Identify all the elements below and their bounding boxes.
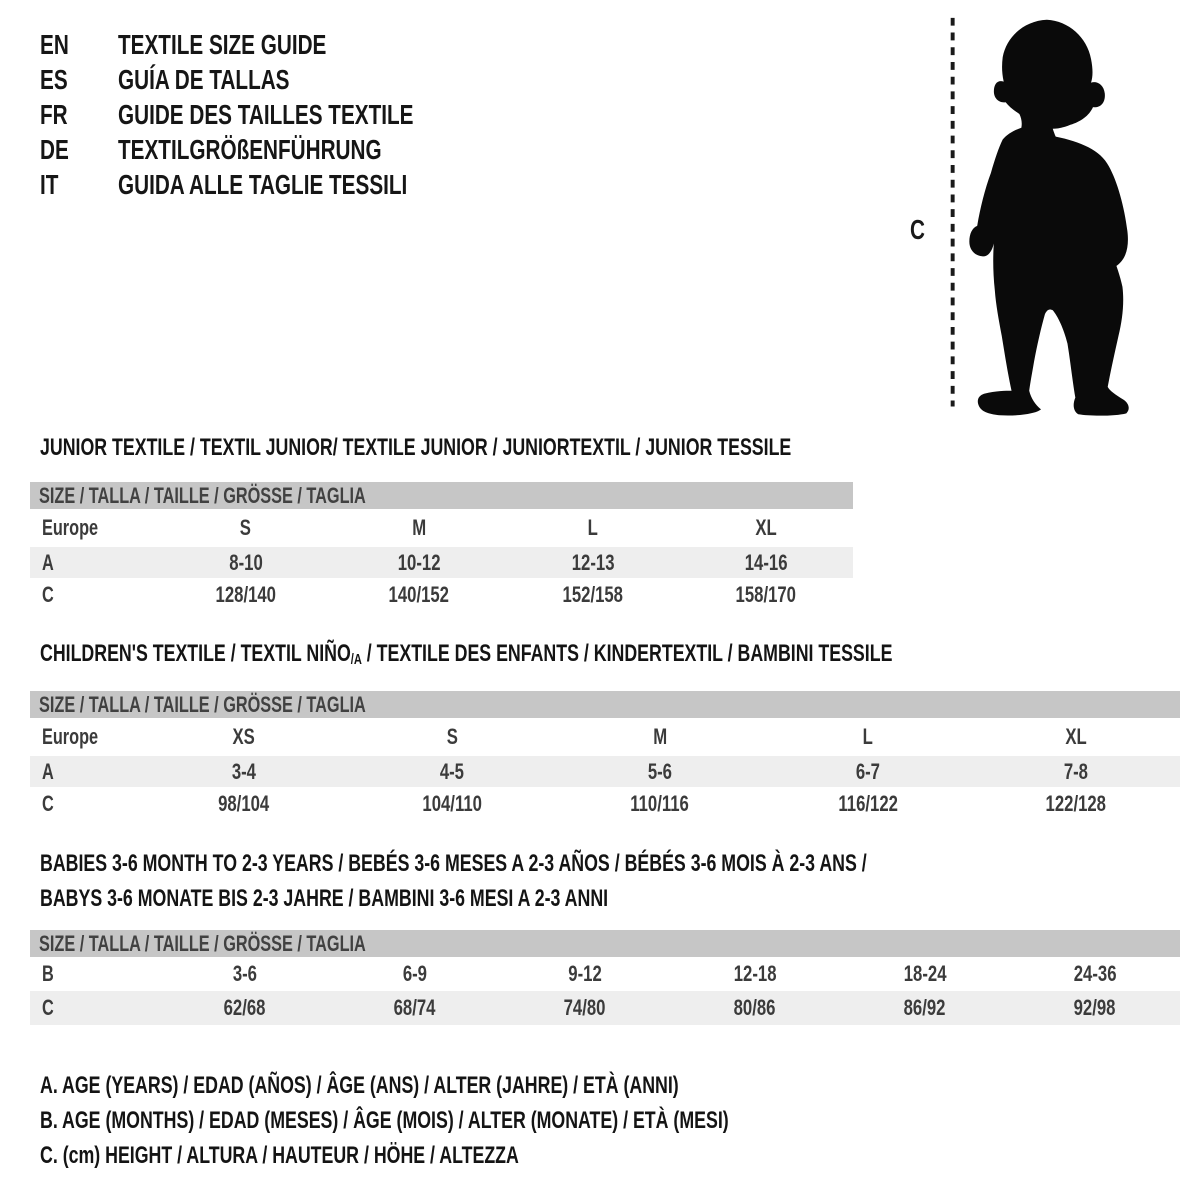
size-cell: L: [862, 724, 874, 749]
table-row-age: [30, 756, 1180, 787]
size-header-bar: SIZE / TALLA / TAILLE / GRÖSSE / TAGLIA: [30, 482, 853, 509]
months-cell: 9-12: [568, 961, 602, 986]
children-size-table: [30, 691, 1180, 821]
toddler-silhouette: [969, 20, 1128, 416]
size-cell: XL: [755, 515, 777, 540]
legend-age-years: A. AGE (YEARS) / EDAD (AÑOS) / ÂGE (ANS) / ALTER (JAHRE) / ETÀ (ANNI): [40, 1072, 679, 1099]
height-cell: 110/116: [630, 791, 690, 816]
size-header-bar: SIZE / TALLA / TAILLE / GRÖSSE / TAGLIA: [30, 930, 1180, 957]
height-cell: 86/92: [904, 995, 946, 1020]
size-cell: M: [412, 515, 427, 540]
lang-label: GUIDA ALLE TAGLIE TESSILI: [118, 169, 408, 200]
table-row-europe: [30, 718, 1180, 756]
age-cell: 10-12: [397, 549, 441, 575]
height-cell: 128/140: [215, 582, 276, 607]
months-cell: 6-9: [402, 961, 428, 986]
size-cell: S: [240, 515, 252, 540]
babies-section-title-line1: BABIES 3-6 MONTH TO 2-3 YEARS / BEBÉS 3-6 MESES A 2-3 AÑOS / BÉBÉS 3-6 MOIS À 2-3 ANS /: [40, 850, 867, 877]
lang-label: GUIDE DES TAILLES TEXTILE: [118, 99, 414, 130]
age-cell: 7-8: [1063, 758, 1089, 784]
row-label: C: [42, 791, 54, 816]
months-cell: 12-18: [733, 961, 777, 986]
lang-row-it: [40, 167, 517, 202]
size-cell: XL: [1065, 724, 1087, 749]
table-row-height: [30, 578, 853, 612]
row-label: Europe: [42, 515, 99, 540]
junior-size-table: [30, 482, 853, 612]
age-cell: 6-7: [855, 758, 881, 784]
babies-section-title-line2: BABYS 3-6 MONATE BIS 2-3 JAHRE / BAMBINI 3-6 MESI A 2-3 ANNI: [40, 885, 609, 912]
height-cell: 152/158: [562, 582, 623, 607]
age-cell: 4-5: [439, 758, 465, 784]
junior-section-title: JUNIOR TEXTILE / TEXTIL JUNIOR/ TEXTILE JUNIOR / JUNIORTEXTIL / JUNIOR TESSILE: [40, 434, 792, 461]
lang-row-es: [40, 62, 517, 97]
months-cell: 3-6: [232, 961, 258, 986]
table-row-height: [30, 787, 1180, 821]
height-cell: 122/128: [1045, 791, 1107, 816]
lang-code: ES: [40, 64, 68, 95]
table-row-height: [30, 991, 1180, 1025]
lang-label: TEXTILGRÖßENFÜHRUNG: [118, 134, 382, 165]
lang-row-fr: [40, 97, 517, 132]
lang-code: IT: [40, 169, 59, 200]
height-cell: 68/74: [394, 995, 436, 1020]
age-cell: 14-16: [744, 549, 788, 575]
table-row-age: [30, 547, 853, 578]
row-label: C: [42, 582, 54, 607]
children-section-title: CHILDREN'S TEXTILE / TEXTIL NIÑO/A / TEXTILE DES ENFANTS / KINDERTEXTIL / BAMBINI TESSILE: [40, 640, 893, 668]
size-cell: XS: [232, 724, 256, 749]
age-cell: 12-13: [571, 549, 615, 575]
height-cell: 104/110: [422, 791, 482, 816]
height-cell: 80/86: [734, 995, 776, 1020]
lang-code: EN: [40, 29, 69, 60]
size-cell: S: [446, 724, 458, 749]
lang-label: GUÍA DE TALLAS: [118, 64, 290, 95]
lang-row-en: [40, 27, 517, 62]
size-header-bar: SIZE / TALLA / TAILLE / GRÖSSE / TAGLIA: [30, 691, 1180, 718]
row-label: Europe: [42, 724, 99, 749]
lang-code: FR: [40, 99, 68, 130]
table-row-months: [30, 957, 1180, 991]
table-row-europe: [30, 509, 853, 547]
row-label: B: [42, 961, 54, 986]
size-cell: M: [653, 724, 667, 749]
height-cell: 74/80: [564, 995, 606, 1020]
babies-size-table: [30, 930, 1180, 1025]
row-label: C: [42, 995, 54, 1020]
nino-a-subscript: /A: [350, 651, 362, 668]
months-cell: 18-24: [903, 961, 947, 986]
legend-age-months: B. AGE (MONTHS) / EDAD (MESES) / ÂGE (MOIS) / ALTER (MONATE) / ETÀ (MESI): [40, 1107, 729, 1134]
lang-label: TEXTILE SIZE GUIDE: [118, 29, 327, 60]
language-title-list: [40, 27, 517, 202]
height-cell: 92/98: [1074, 995, 1116, 1020]
toddler-figure: [895, 8, 1185, 430]
age-cell: 5-6: [647, 758, 673, 784]
age-cell: 8-10: [229, 549, 263, 575]
row-label: A: [42, 549, 54, 575]
size-cell: L: [587, 515, 598, 540]
height-cell: 62/68: [224, 995, 266, 1020]
age-cell: 3-4: [231, 758, 257, 784]
toddler-silhouette-svg: [895, 8, 1185, 430]
height-cell: 98/104: [218, 791, 270, 816]
height-cell: 158/170: [736, 582, 797, 607]
height-cell: 140/152: [389, 582, 450, 607]
height-cell: 116/122: [838, 791, 898, 816]
legend-height-cm: C. (cm) HEIGHT / ALTURA / HAUTEUR / HÖHE / ALTEZZA: [40, 1142, 519, 1169]
height-measure-label: C: [910, 214, 925, 245]
months-cell: 24-36: [1073, 961, 1117, 986]
lang-code: DE: [40, 134, 69, 165]
row-label: A: [42, 758, 54, 784]
lang-row-de: [40, 132, 517, 167]
